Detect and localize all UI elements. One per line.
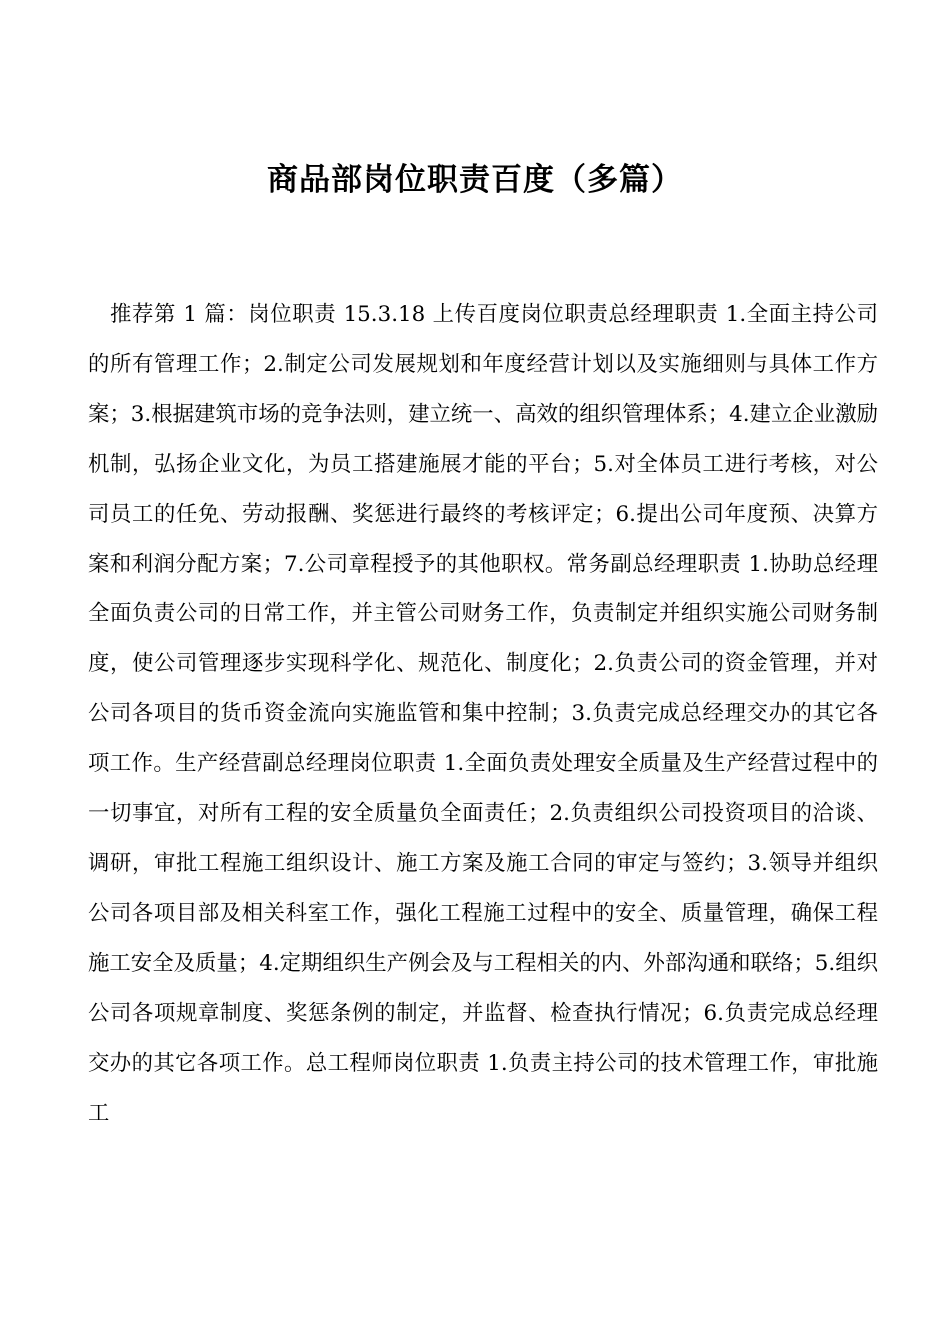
document-body-paragraph: 推荐第 1 篇：岗位职责 15.3.18 上传百度岗位职责总经理职责 1.全面主持公司的所有管理工作；2.制定公司发展规划和年度经营计划以及实施细则与具体工作方案；3.根据建筑市场的竞争法则，建立统一、高效的组织管理体系；4.建立企业激励机制，弘扬企业文化，为员工搭建施展才能的平台；5.对全体员工进行考核，对公司员工的任免、劳动报酬、奖惩进行最终的考核评定；6.提出公司年度预、决算方案和利润分配方案；7.公司章程授予的其他职权。常务副总经理职责 1.协助总经理全面负责公司的日常工作，并主管公司财务工作，负责制定并组织实施公司财务制度，使公司管理逐步实现科学化、规范化、制度化；2.负责公司的资金管理，并对公司各项目的货币资金流向实施监管和集中控制；3.负责完成总经理交办的其它各项工作。生产经营副总经理岗位职责 1.全面负责处理安全质量及生产经营过程中的一切事宜，对所有工程的安全质量负全面责任；2.负责组织公司投资项目的洽谈、调研，审批工程施工组织设计、施工方案及施工合同的审定与签约；3.领导并组织公司各项目部及相关科室工作，强化工程施工过程中的安全、质量管理，确保工程施工安全及质量；4.定期组织生产例会及与工程相关的内、外部沟通和联络；5.组织公司各项规章制度、奖惩条例的制定，并监督、检查执行情况；6.负责完成总经理交办的其它各项工作。总工程师岗位职责 1.负责主持公司的技术管理工作，审批施工 <box>88 302 878 1126</box>
document-title: 商品部岗位职责百度（多篇） <box>267 162 683 198</box>
